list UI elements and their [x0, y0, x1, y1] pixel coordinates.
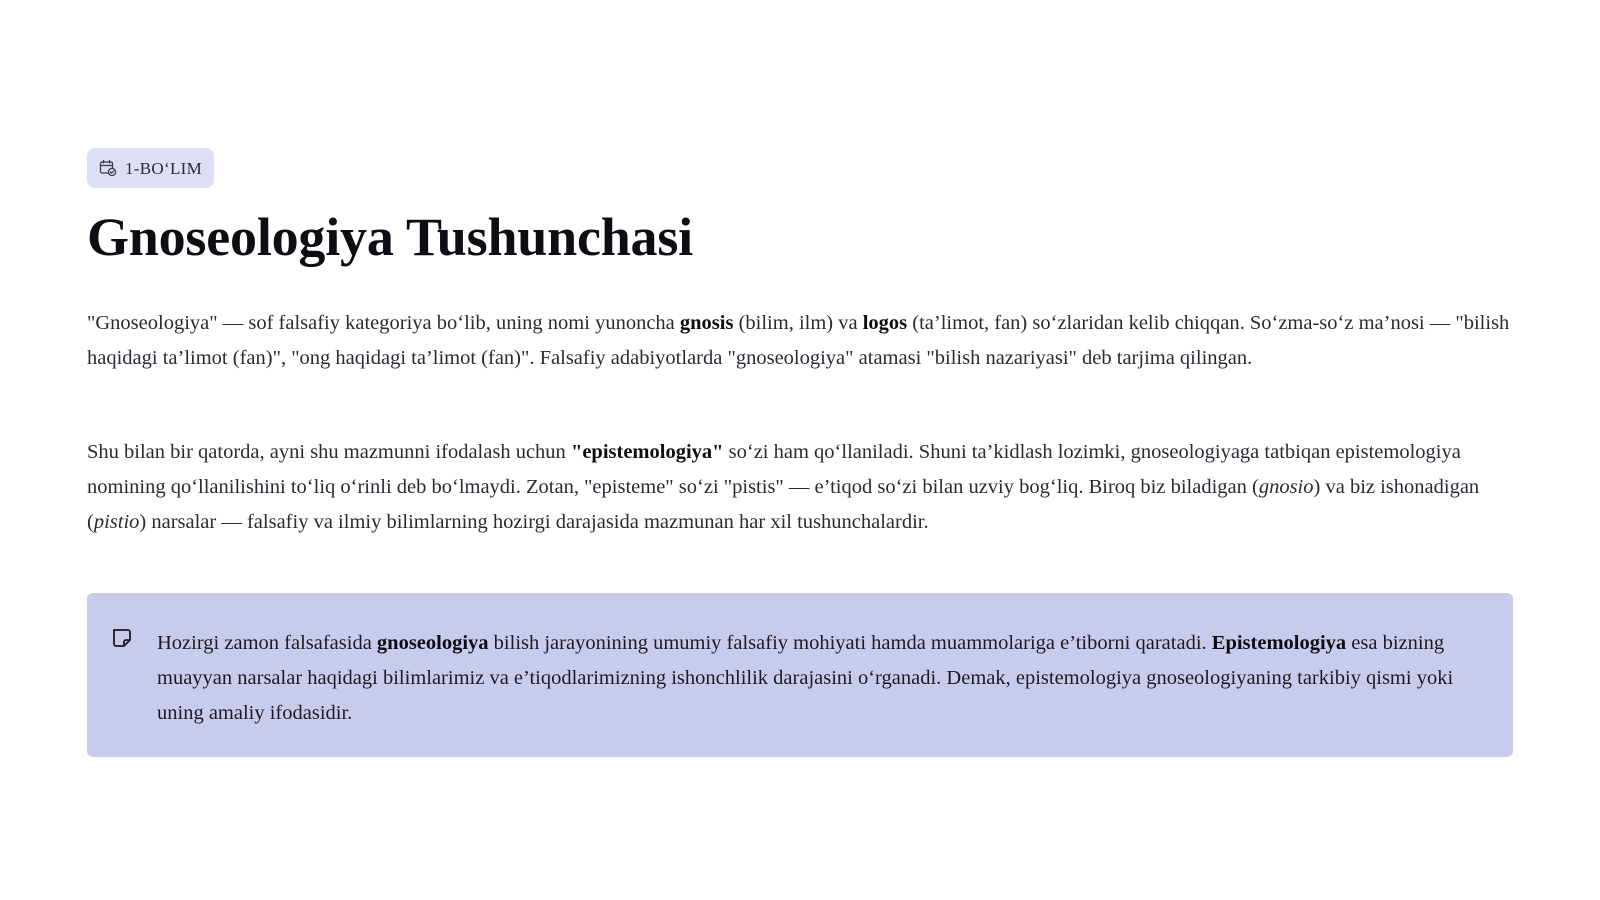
- term-epistemologiya-callout: Epistemologiya: [1211, 632, 1347, 654]
- callout-text-part: esa bizning muayyan narsalar haqidagi bilimlarimiz va e’tiqodlarimizning ishonchlilik darajasini o‘rganadi. Demak, epistemologiya gnoseologiyaning tarkibiy qismi yoki uning amaliy ifodasidir.: [157, 632, 1454, 724]
- callout-text-part: bilish jarayonining umumiy falsafiy mohiyati hamda muammolariga e’tiborni qaratadi.: [488, 632, 1212, 654]
- paragraph-text: so‘zi ham qo‘llaniladi. Shuni ta’kidlash lozimki, gnoseologiyaga tatbiqan epistemologiya nomining qo‘llanilishini to‘liq o‘rinli deb bo‘lmaydi. Zotan, "episteme" so‘zi "pistis" — e’tiqod so‘zi bilan uzviy bog‘liq. Biroq biz biladigan (: [87, 441, 1461, 498]
- section-badge-label: 1-BO‘LIM: [125, 159, 202, 178]
- callout-text-part: Hozirgi zamon falsafasida: [157, 632, 377, 654]
- intro-paragraph: [87, 306, 1513, 376]
- callout-text: [157, 626, 1491, 731]
- paragraph-text: Shu bilan bir qatorda, ayni shu mazmunni ifodalash uchun: [87, 441, 571, 463]
- term-pistio: pistio: [93, 511, 140, 533]
- term-epistemologiya: "epistemologiya": [570, 441, 724, 463]
- paragraph-text: ) va biz ishonadigan (: [87, 476, 1480, 533]
- sticky-note-icon: [111, 627, 133, 649]
- paragraph-text: (ta’limot, fan) so‘zlaridan kelib chiqqan. So‘zma-so‘z ma’nosi — "bilish haqidagi ta’limot (fan)", "ong haqidagi ta’limot (fan)". Falsafiy adabiyotlarda "gnoseologiya" atamasi "bilish nazariyasi" deb tarjima qilingan.: [87, 312, 1510, 369]
- term-gnosis: gnosis: [679, 312, 734, 334]
- page-title: Gnoseologiya Tushunchasi: [87, 207, 693, 267]
- term-gnoseologiya: gnoseologiya: [376, 632, 489, 654]
- paragraph-text: (bilim, ilm) va: [733, 312, 863, 334]
- content-page: [87, 148, 1513, 757]
- paragraph-text: "Gnoseologiya" — sof falsafiy kategoriya bo‘lib, uning nomi yunoncha: [87, 312, 680, 334]
- epistemology-paragraph: [87, 435, 1513, 540]
- term-logos: logos: [862, 312, 908, 334]
- section-badge: [87, 148, 214, 188]
- calendar-check-icon: [99, 159, 117, 177]
- term-gnosio: gnosio: [1258, 476, 1314, 498]
- paragraph-text: ) narsalar — falsafiy va ilmiy bilimlarning hozirgi darajasida mazmunan har xil tushunchalardir.: [139, 511, 929, 533]
- note-callout: [87, 593, 1513, 757]
